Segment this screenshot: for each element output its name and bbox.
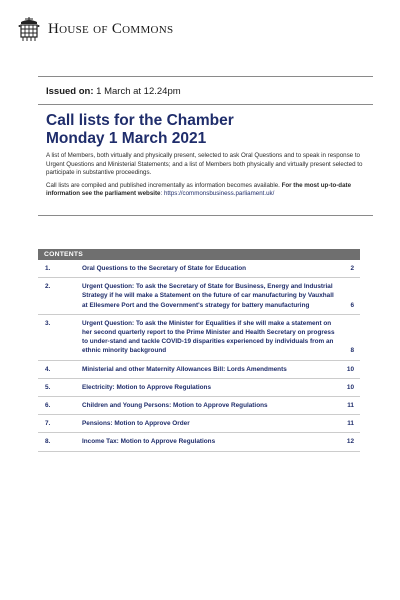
divider-intro xyxy=(38,215,373,216)
contents-item-num: 8. xyxy=(45,438,51,446)
contents-item-page: 8 xyxy=(350,347,354,355)
divider-issued xyxy=(38,104,373,105)
contents-item-text: Children and Young Persons: Motion to Approve Regulations xyxy=(82,402,268,410)
contents-item-text: Ministerial and other Maternity Allowances Bill: Lords Amendments xyxy=(82,365,287,373)
header xyxy=(18,16,173,42)
contents-item-1[interactable] xyxy=(38,260,360,278)
contents-item-num: 4. xyxy=(45,365,51,373)
contents-item-page: 10 xyxy=(346,365,354,373)
contents-item-page: 11 xyxy=(347,402,354,410)
contents-item-7[interactable] xyxy=(38,415,360,433)
house-title: House of Commons xyxy=(48,20,174,37)
contents-item-num: 7. xyxy=(45,420,51,428)
contents-item-num: 6. xyxy=(45,402,51,410)
contents-item-page: 2 xyxy=(350,265,354,272)
doc-title-line1: Call lists for the Chamber xyxy=(46,112,234,129)
contents-item-page: 6 xyxy=(350,301,354,309)
contents-item-num: 5. xyxy=(45,383,51,391)
title-block xyxy=(46,112,234,148)
contents-item-text: Income Tax: Motion to Approve Regulations xyxy=(82,438,216,446)
intro-para1: A list of Members, both virtually and physically present, selected to ask Oral Questions and to speak in response to Urgent Questions and Ministerial Statements; and a list of Members both physically and virtually present selected to participate in substantive proceedings. xyxy=(46,152,363,177)
parliament-website-link[interactable]: : https://commonsbusiness.parliament.uk/ xyxy=(160,190,275,198)
contents-item-page: 10 xyxy=(346,383,354,391)
contents-table xyxy=(38,249,360,452)
contents-item-num: 1. xyxy=(45,265,51,272)
contents-heading: CONTENTS xyxy=(38,249,360,260)
contents-item-text: Pensions: Motion to Approve Order xyxy=(82,420,190,428)
intro xyxy=(46,152,371,203)
issued-value: 1 March at 12.24pm xyxy=(96,86,181,97)
contents-item-8[interactable] xyxy=(38,433,360,451)
intro-para2-text: Call lists are compiled and published incrementally as information becomes available. xyxy=(46,181,282,189)
divider-top xyxy=(38,76,373,77)
contents-item-page: 11 xyxy=(347,420,354,428)
contents-item-3[interactable] xyxy=(38,315,360,361)
contents-item-text: Electricity: Motion to Approve Regulations xyxy=(82,383,212,391)
issued-line xyxy=(46,86,181,97)
contents-item-text: Urgent Question: To ask the Minister for Equalities if she will make a statement on her second quarterly report to the Prime Minister and Health Secretary on progress to under-stand and tackle COVID-19 disparities experienced by individuals from an ethnic minority background xyxy=(82,319,335,355)
doc-title-line2: Monday 1 March 2021 xyxy=(46,130,207,147)
contents-item-text: Oral Questions to the Secretary of State for Education xyxy=(82,265,247,272)
portcullis-logo-icon xyxy=(18,16,40,42)
contents-item-6[interactable] xyxy=(38,397,360,415)
intro-para2-bold: For the most up-to-date information see the parliament website xyxy=(46,181,352,198)
issued-label: Issued on: xyxy=(46,86,94,97)
contents-item-4[interactable] xyxy=(38,361,360,379)
contents-item-num: 2. xyxy=(45,283,51,291)
contents-item-text: Urgent Question: To ask the Secretary of State for Business, Energy and Industrial Strategy if he will make a Statement on the future of car manufacturing by Vauxhall at Ellesmere Port and the Government's strategy for battery manufacturing xyxy=(82,283,334,309)
intro-para2 xyxy=(46,182,371,199)
contents-list xyxy=(38,260,360,452)
contents-item-page: 12 xyxy=(346,438,354,446)
contents-item-2[interactable] xyxy=(38,278,360,315)
contents-item-num: 3. xyxy=(45,319,51,327)
contents-item-5[interactable] xyxy=(38,379,360,397)
